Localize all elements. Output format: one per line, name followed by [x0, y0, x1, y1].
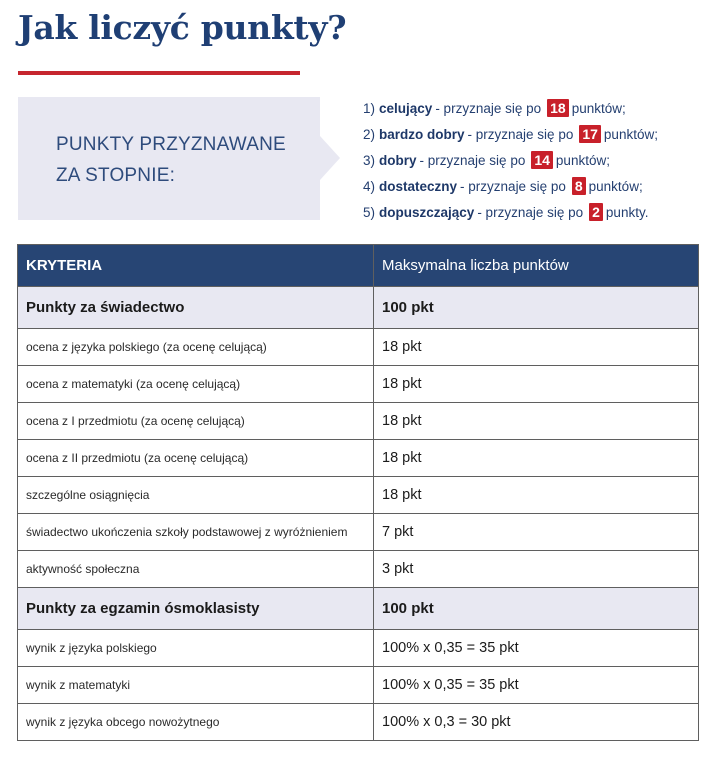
- points-cell: 18 pkt: [374, 477, 699, 514]
- table-row: [18, 551, 699, 588]
- section-row: [18, 588, 699, 630]
- grade-number: 1): [363, 100, 376, 116]
- grade-name: bardzo dobry: [379, 126, 465, 142]
- grade-points-badge: 18: [547, 99, 569, 117]
- grade-points-badge: 17: [579, 125, 601, 143]
- grade-item: [363, 173, 658, 199]
- grade-text: - przyznaje się po: [419, 152, 526, 168]
- section-row: [18, 287, 699, 329]
- points-cell: 7 pkt: [374, 514, 699, 551]
- grade-item: [363, 121, 658, 147]
- grade-number: 5): [363, 204, 376, 220]
- criteria-table: [17, 244, 699, 741]
- grade-number: 2): [363, 126, 376, 142]
- table-row: [18, 630, 699, 667]
- grade-text: - przyznaje się po: [477, 204, 584, 220]
- grade-points-badge: 8: [572, 177, 586, 195]
- criterion-cell: wynik z języka obcego nowożytnego: [18, 704, 374, 741]
- points-cell: 100% x 0,3 = 30 pkt: [374, 704, 699, 741]
- grade-text: - przyznaje się po: [467, 126, 574, 142]
- grade-number: 3): [363, 152, 376, 168]
- criterion-cell: ocena z II przedmiotu (za ocenę celującą): [18, 440, 374, 477]
- grade-item: [363, 199, 658, 225]
- page-title: Jak liczyć punkty?: [18, 8, 347, 47]
- grade-text: - przyznaje się po: [460, 178, 566, 194]
- points-cell: 18 pkt: [374, 329, 699, 366]
- table-row: [18, 704, 699, 741]
- grade-suffix: punktów;: [603, 126, 658, 142]
- table-header-row: [18, 245, 699, 287]
- section-total: 100 pkt: [374, 588, 699, 630]
- header-criteria: KRYTERIA: [18, 245, 374, 287]
- grades-callout: [18, 97, 320, 220]
- section-label: Punkty za świadectwo: [18, 287, 374, 329]
- grade-points-badge: 14: [531, 151, 553, 169]
- criterion-cell: ocena z języka polskiego (za ocenę celującą): [18, 329, 374, 366]
- grade-name: dobry: [379, 152, 417, 168]
- grade-suffix: punkty.: [605, 204, 649, 220]
- table-row: [18, 366, 699, 403]
- grade-item: [363, 95, 658, 121]
- points-cell: 100% x 0,35 = 35 pkt: [374, 630, 699, 667]
- points-cell: 3 pkt: [374, 551, 699, 588]
- grade-number: 4): [363, 178, 376, 194]
- grade-item: [363, 147, 658, 173]
- grade-name: dostateczny: [379, 178, 458, 194]
- header-max-points: Maksymalna liczba punktów: [374, 245, 699, 287]
- points-cell: 100% x 0,35 = 35 pkt: [374, 667, 699, 704]
- section-label: Punkty za egzamin ósmoklasisty: [18, 588, 374, 630]
- grade-points-badge: 2: [589, 203, 603, 221]
- table-row: [18, 403, 699, 440]
- criterion-cell: aktywność społeczna: [18, 551, 374, 588]
- criterion-cell: szczególne osiągnięcia: [18, 477, 374, 514]
- table-row: [18, 477, 699, 514]
- grade-suffix: punktów;: [588, 178, 643, 194]
- criterion-cell: świadectwo ukończenia szkoły podstawowej z wyróżnieniem: [18, 514, 374, 551]
- callout-line-2: ZA STOPNIE:: [56, 164, 176, 186]
- callout-line-1: PUNKTY PRZYZNAWANE: [56, 133, 286, 155]
- points-cell: 18 pkt: [374, 403, 699, 440]
- grade-suffix: punktów;: [571, 100, 626, 116]
- grade-name: celujący: [379, 100, 433, 116]
- grade-suffix: punktów;: [555, 152, 610, 168]
- grade-text: - przyznaje się po: [435, 100, 542, 116]
- points-cell: 18 pkt: [374, 366, 699, 403]
- grade-name: dopuszczający: [379, 204, 475, 220]
- criterion-cell: ocena z I przedmiotu (za ocenę celującą): [18, 403, 374, 440]
- table-row: [18, 514, 699, 551]
- table-row: [18, 667, 699, 704]
- title-underline: [18, 71, 300, 75]
- points-cell: 18 pkt: [374, 440, 699, 477]
- grades-list: [363, 95, 658, 225]
- criterion-cell: wynik z matematyki: [18, 667, 374, 704]
- table-row: [18, 329, 699, 366]
- section-total: 100 pkt: [374, 287, 699, 329]
- criterion-cell: ocena z matematyki (za ocenę celującą): [18, 366, 374, 403]
- callout-arrow: [320, 136, 340, 180]
- table-row: [18, 440, 699, 477]
- criterion-cell: wynik z języka polskiego: [18, 630, 374, 667]
